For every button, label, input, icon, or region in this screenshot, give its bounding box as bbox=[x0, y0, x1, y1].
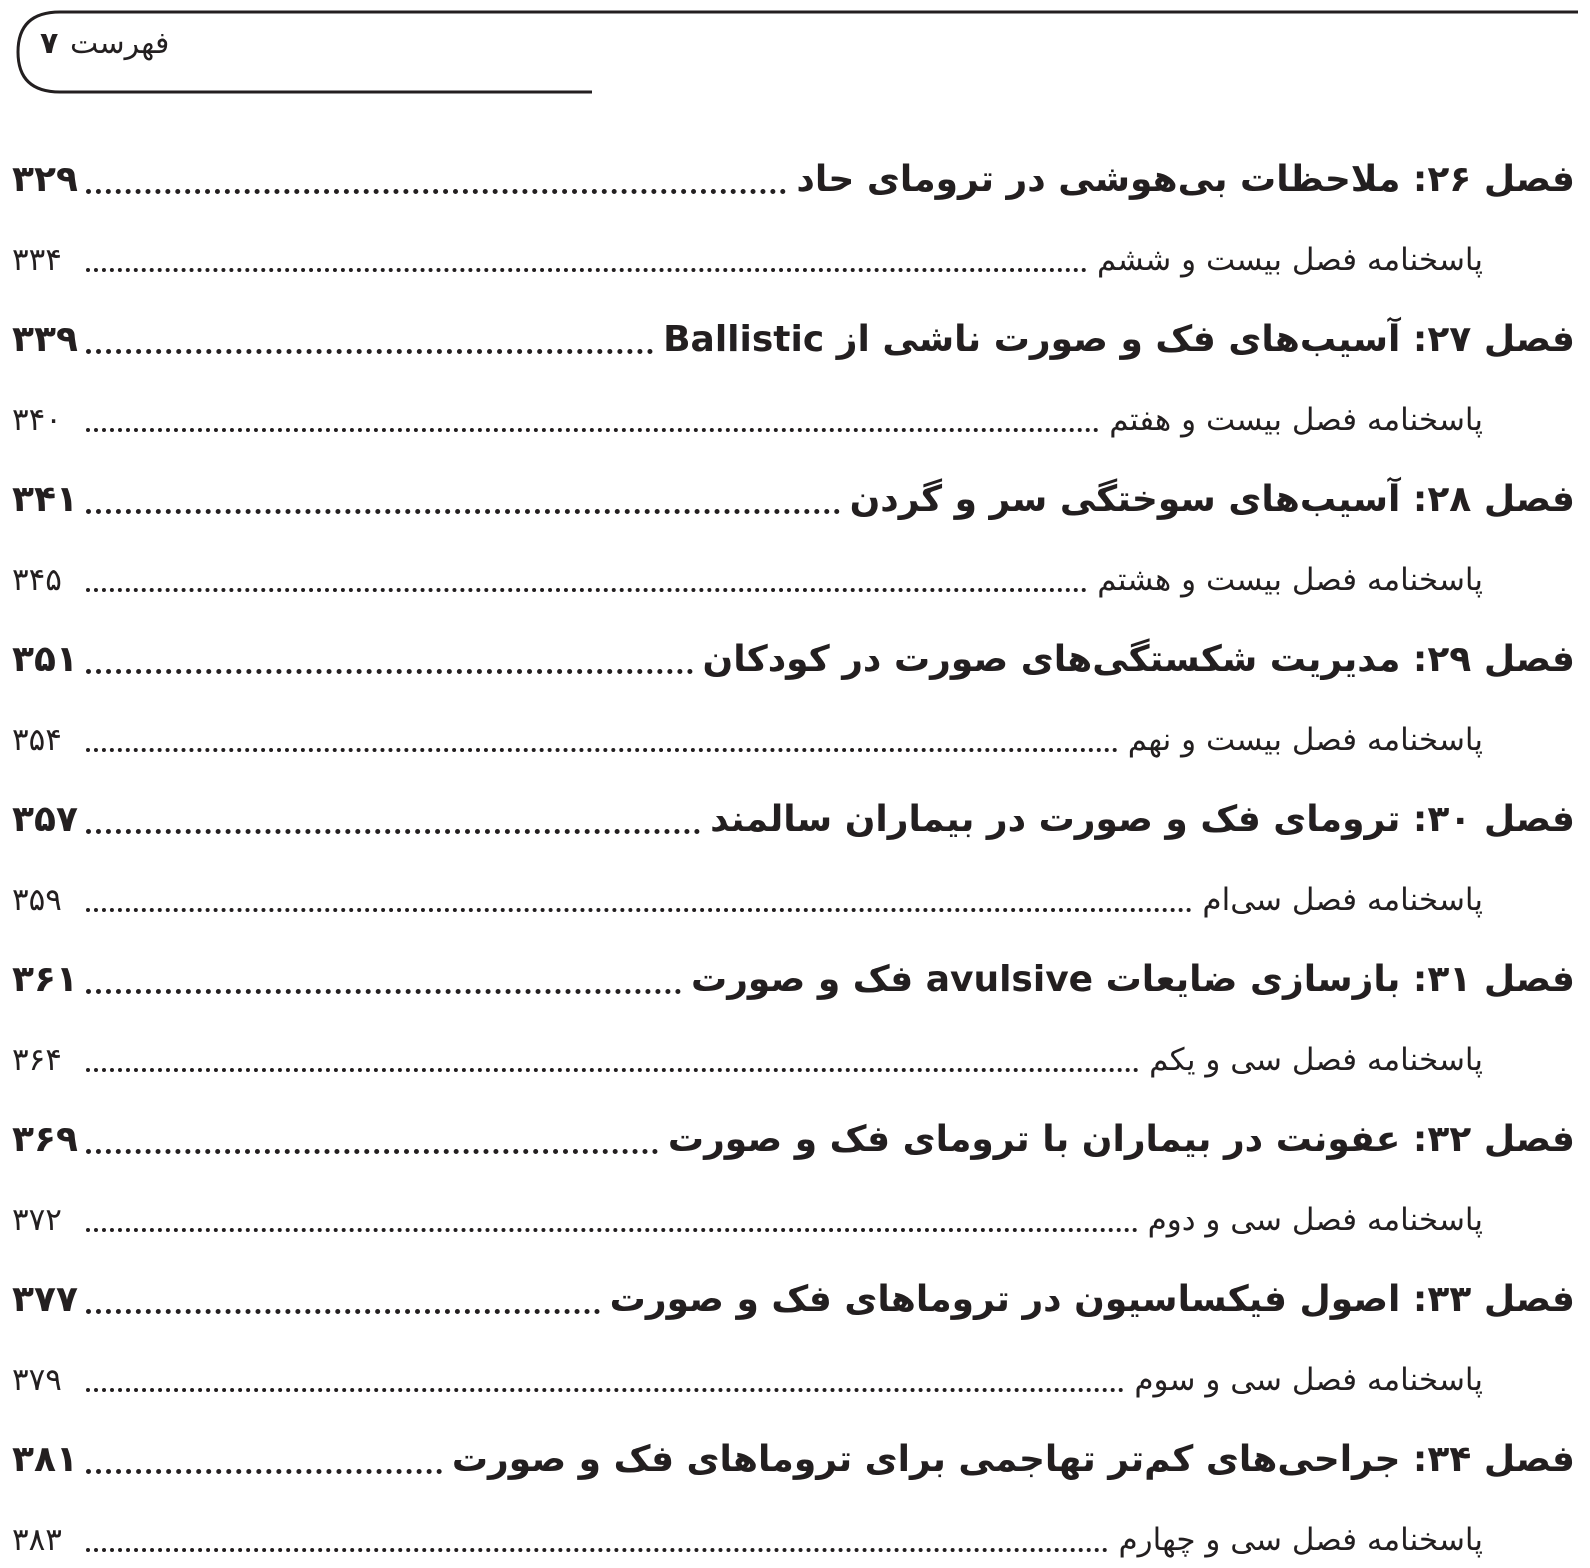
dot-leader bbox=[86, 989, 681, 994]
toc-entry-title: پاسخنامه فصل سی و چهارم bbox=[1118, 1522, 1483, 1558]
toc-answer-30[interactable] bbox=[12, 848, 1575, 928]
dot-leader bbox=[86, 669, 693, 674]
toc-page-number: ۳۵۹ bbox=[12, 882, 62, 918]
toc-page-number: ۳۸۳ bbox=[12, 1522, 62, 1558]
toc-entry-title: فصل ۳۲: عفونت در بیماران با ترومای فک و صورت bbox=[667, 1119, 1575, 1160]
dot-leader bbox=[86, 588, 1087, 592]
toc-entry-title: فصل ۳۱: بازسازی ضایعات avulsive فک و صورت bbox=[691, 959, 1575, 1000]
dot-leader bbox=[86, 1309, 600, 1314]
dot-leader bbox=[86, 829, 700, 834]
toc-chapter-32[interactable] bbox=[12, 1088, 1575, 1168]
page-header bbox=[0, 0, 1590, 110]
toc-page-number: ۳۳۴ bbox=[12, 242, 62, 278]
toc-chapter-29[interactable] bbox=[12, 608, 1575, 688]
toc-entry-title: فصل ۳۴: جراحی‌های کم‌تر تهاجمی برای تروماهای فک و صورت bbox=[451, 1439, 1575, 1480]
toc-page-number: ۳۴۵ bbox=[12, 562, 62, 598]
toc-chapter-27[interactable] bbox=[12, 288, 1575, 368]
dot-leader bbox=[86, 189, 786, 194]
dot-leader bbox=[86, 509, 840, 514]
dot-leader bbox=[86, 908, 1192, 912]
toc-page-number: ۳۷۷ bbox=[12, 1279, 78, 1320]
toc-chapter-28[interactable] bbox=[12, 448, 1575, 528]
toc-entry-title: پاسخنامه فصل بیست و نهم bbox=[1127, 722, 1483, 758]
toc-page-number: ۳۶۹ bbox=[12, 1119, 78, 1160]
toc-entry-title: فصل ۲۹: مدیریت شکستگی‌های صورت در کودکان bbox=[702, 639, 1575, 680]
toc-page-number: ۳۲۹ bbox=[12, 159, 78, 200]
toc-page-number: ۳۳۹ bbox=[12, 319, 78, 360]
toc-chapter-33[interactable] bbox=[12, 1248, 1575, 1328]
toc-entry-title: پاسخنامه فصل بیست و ششم bbox=[1097, 242, 1483, 278]
toc-entry-title: فصل ۳۰: ترومای فک و صورت در بیماران سالمند bbox=[710, 799, 1575, 840]
dot-leader bbox=[86, 268, 1087, 272]
dot-leader bbox=[86, 1469, 442, 1474]
toc-page-number: ۳۷۹ bbox=[12, 1362, 62, 1398]
toc-chapter-30[interactable] bbox=[12, 768, 1575, 848]
toc-page-number: ۳۵۴ bbox=[12, 722, 62, 758]
toc-answer-32[interactable] bbox=[12, 1168, 1575, 1248]
toc-page-number: ۳۵۷ bbox=[12, 799, 78, 840]
toc-page-number: ۳۴۱ bbox=[12, 479, 78, 520]
toc-answer-34[interactable] bbox=[12, 1488, 1575, 1568]
toc-answer-27[interactable] bbox=[12, 368, 1575, 448]
toc-chapter-34[interactable] bbox=[12, 1408, 1575, 1488]
toc-page-number: ۳۸۱ bbox=[12, 1439, 78, 1480]
toc-page-number: ۳۶۴ bbox=[12, 1042, 62, 1078]
toc-page-number: ۳۶۱ bbox=[12, 959, 78, 1000]
toc-answer-26[interactable] bbox=[12, 208, 1575, 288]
dot-leader bbox=[86, 1388, 1124, 1392]
toc-entry-title: فصل ۳۳: اصول فیکساسیون در تروماهای فک و صورت bbox=[609, 1279, 1575, 1320]
toc-entry-title: پاسخنامه فصل بیست و هشتم bbox=[1097, 562, 1483, 598]
toc-entry-title: پاسخنامه فصل سی‌ام bbox=[1202, 882, 1483, 918]
dot-leader bbox=[86, 748, 1118, 752]
dot-leader bbox=[86, 1548, 1108, 1552]
toc-answer-29[interactable] bbox=[12, 688, 1575, 768]
toc-entry-title: پاسخنامه فصل سی و یکم bbox=[1149, 1042, 1483, 1078]
toc-chapter-31[interactable] bbox=[12, 928, 1575, 1008]
toc-entry-title: پاسخنامه فصل سی و سوم bbox=[1134, 1362, 1483, 1398]
toc-answer-33[interactable] bbox=[12, 1328, 1575, 1408]
toc-entry-title: پاسخنامه فصل سی و دوم bbox=[1147, 1202, 1483, 1238]
toc-answer-28[interactable] bbox=[12, 528, 1575, 608]
table-of-contents bbox=[12, 128, 1575, 1568]
toc-page-number: ۳۴۰ bbox=[12, 402, 62, 438]
dot-leader bbox=[86, 1068, 1139, 1072]
toc-entry-title: پاسخنامه فصل بیست و هفتم bbox=[1109, 402, 1483, 438]
toc-entry-title: فصل ۲۸: آسیب‌های سوختگی سر و گردن bbox=[849, 479, 1575, 520]
dot-leader bbox=[86, 1149, 658, 1154]
toc-entry-title: فصل ۲۷: آسیب‌های فک و صورت ناشی از Ballistic bbox=[663, 319, 1575, 360]
header-page-number: ۷ bbox=[40, 26, 59, 61]
dot-leader bbox=[86, 349, 653, 354]
toc-page-number: ۳۵۱ bbox=[12, 639, 78, 680]
header-title: فهرست bbox=[70, 26, 170, 61]
toc-chapter-26[interactable] bbox=[12, 128, 1575, 208]
dot-leader bbox=[86, 1228, 1138, 1232]
toc-entry-title: فصل ۲۶: ملاحظات بی‌هوشی در ترومای حاد bbox=[796, 159, 1575, 200]
header-frame bbox=[0, 0, 1590, 110]
dot-leader bbox=[86, 428, 1099, 432]
toc-answer-31[interactable] bbox=[12, 1008, 1575, 1088]
toc-page-number: ۳۷۲ bbox=[12, 1202, 62, 1238]
